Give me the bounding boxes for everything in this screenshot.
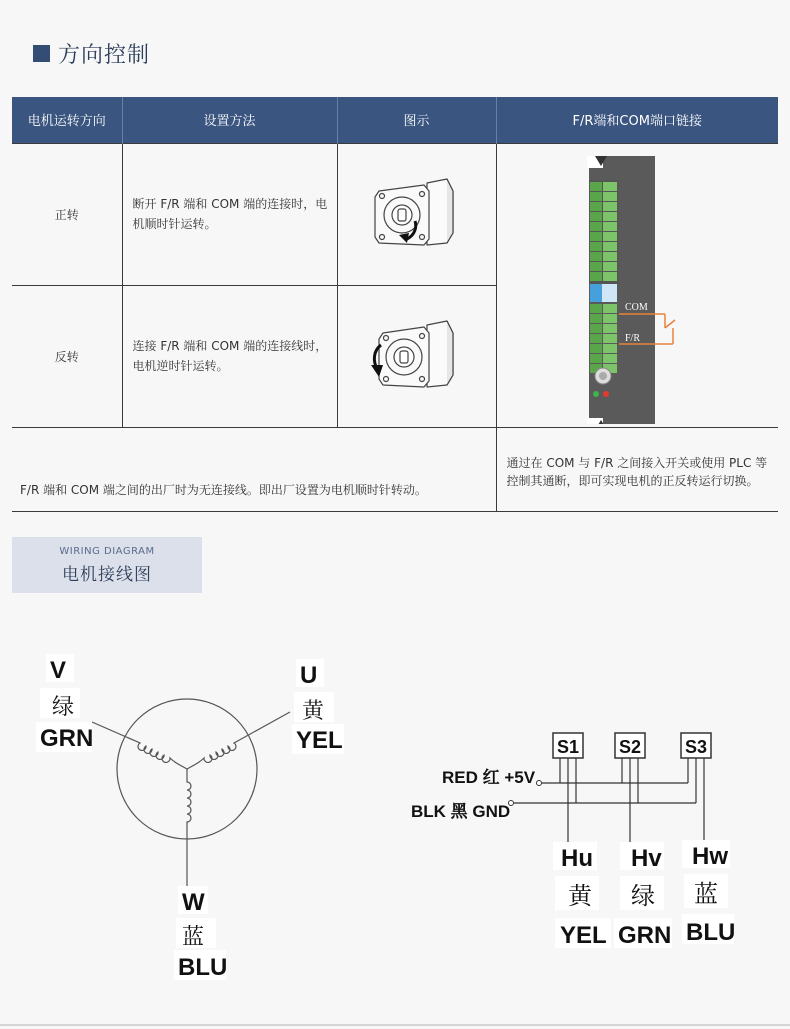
page-divider bbox=[0, 1024, 790, 1026]
sensor-s1: S1 bbox=[557, 737, 580, 757]
header-direction: 电机运转方向 bbox=[12, 97, 122, 143]
method-forward: 断开 F/R 端和 COM 端的连接时，电机顺时针运转。 bbox=[122, 143, 337, 285]
motor-v-code: GRN bbox=[40, 725, 94, 752]
default-setting-note: F/R 端和 COM 端之间的出厂时为无连接线。即出厂设置为电机顺时针转动。 bbox=[12, 427, 496, 511]
hall-hv-code: GRN bbox=[618, 922, 672, 949]
section-title-text: 方向控制 bbox=[58, 42, 151, 68]
fr-label: F/R bbox=[624, 332, 640, 344]
hall-sensor-diagram bbox=[411, 733, 735, 949]
hall-hu-cn: 黄 bbox=[568, 883, 592, 910]
hall-hu-name: Hu bbox=[561, 845, 593, 872]
header-illustration: 图示 bbox=[337, 97, 496, 143]
sensor-s3: S3 bbox=[685, 737, 708, 757]
ground-label: BLK 黑 GND bbox=[411, 802, 511, 821]
wiring-diagram-cn: 电机接线图 bbox=[62, 565, 152, 585]
motor-winding-diagram bbox=[92, 699, 290, 890]
motor-w-cn: 蓝 bbox=[182, 924, 205, 949]
motor-w-code: BLU bbox=[178, 954, 228, 981]
power-label: RED 红 +5V bbox=[442, 768, 536, 787]
hall-hw-code: BLU bbox=[686, 919, 736, 946]
wiring-diagram-en: WIRING DIAGRAM bbox=[59, 546, 155, 557]
header-connection: F/R端和COM端口链接 bbox=[496, 97, 778, 143]
direction-forward: 正转 bbox=[12, 143, 122, 285]
com-label: COM bbox=[624, 301, 648, 313]
hall-hv-cn: 绿 bbox=[631, 883, 655, 910]
header-method: 设置方法 bbox=[122, 97, 337, 143]
motor-v-cn: 绿 bbox=[52, 694, 75, 719]
motor-u-cn: 黄 bbox=[302, 698, 325, 723]
motor-v-letter: V bbox=[50, 657, 67, 684]
motor-u-letter: U bbox=[300, 662, 318, 689]
hall-hv-name: Hv bbox=[631, 845, 662, 872]
sensor-s2: S2 bbox=[619, 737, 642, 757]
motor-u-code: YEL bbox=[296, 727, 343, 754]
motor-w-letter: W bbox=[182, 889, 205, 916]
switch-control-note: 通过在 COM 与 F/R 之间接入开关或使用 PLC 等控制其通断，即可实现电机的正反转运行切换。 bbox=[496, 427, 778, 511]
method-reverse: 连接 F/R 端和 COM 端的连接线时，电机逆时针运转。 bbox=[122, 285, 337, 427]
hall-hw-name: Hw bbox=[692, 843, 728, 870]
hall-hu-code: YEL bbox=[560, 922, 607, 949]
hall-hw-cn: 蓝 bbox=[694, 881, 718, 908]
direction-reverse: 反转 bbox=[12, 285, 122, 427]
